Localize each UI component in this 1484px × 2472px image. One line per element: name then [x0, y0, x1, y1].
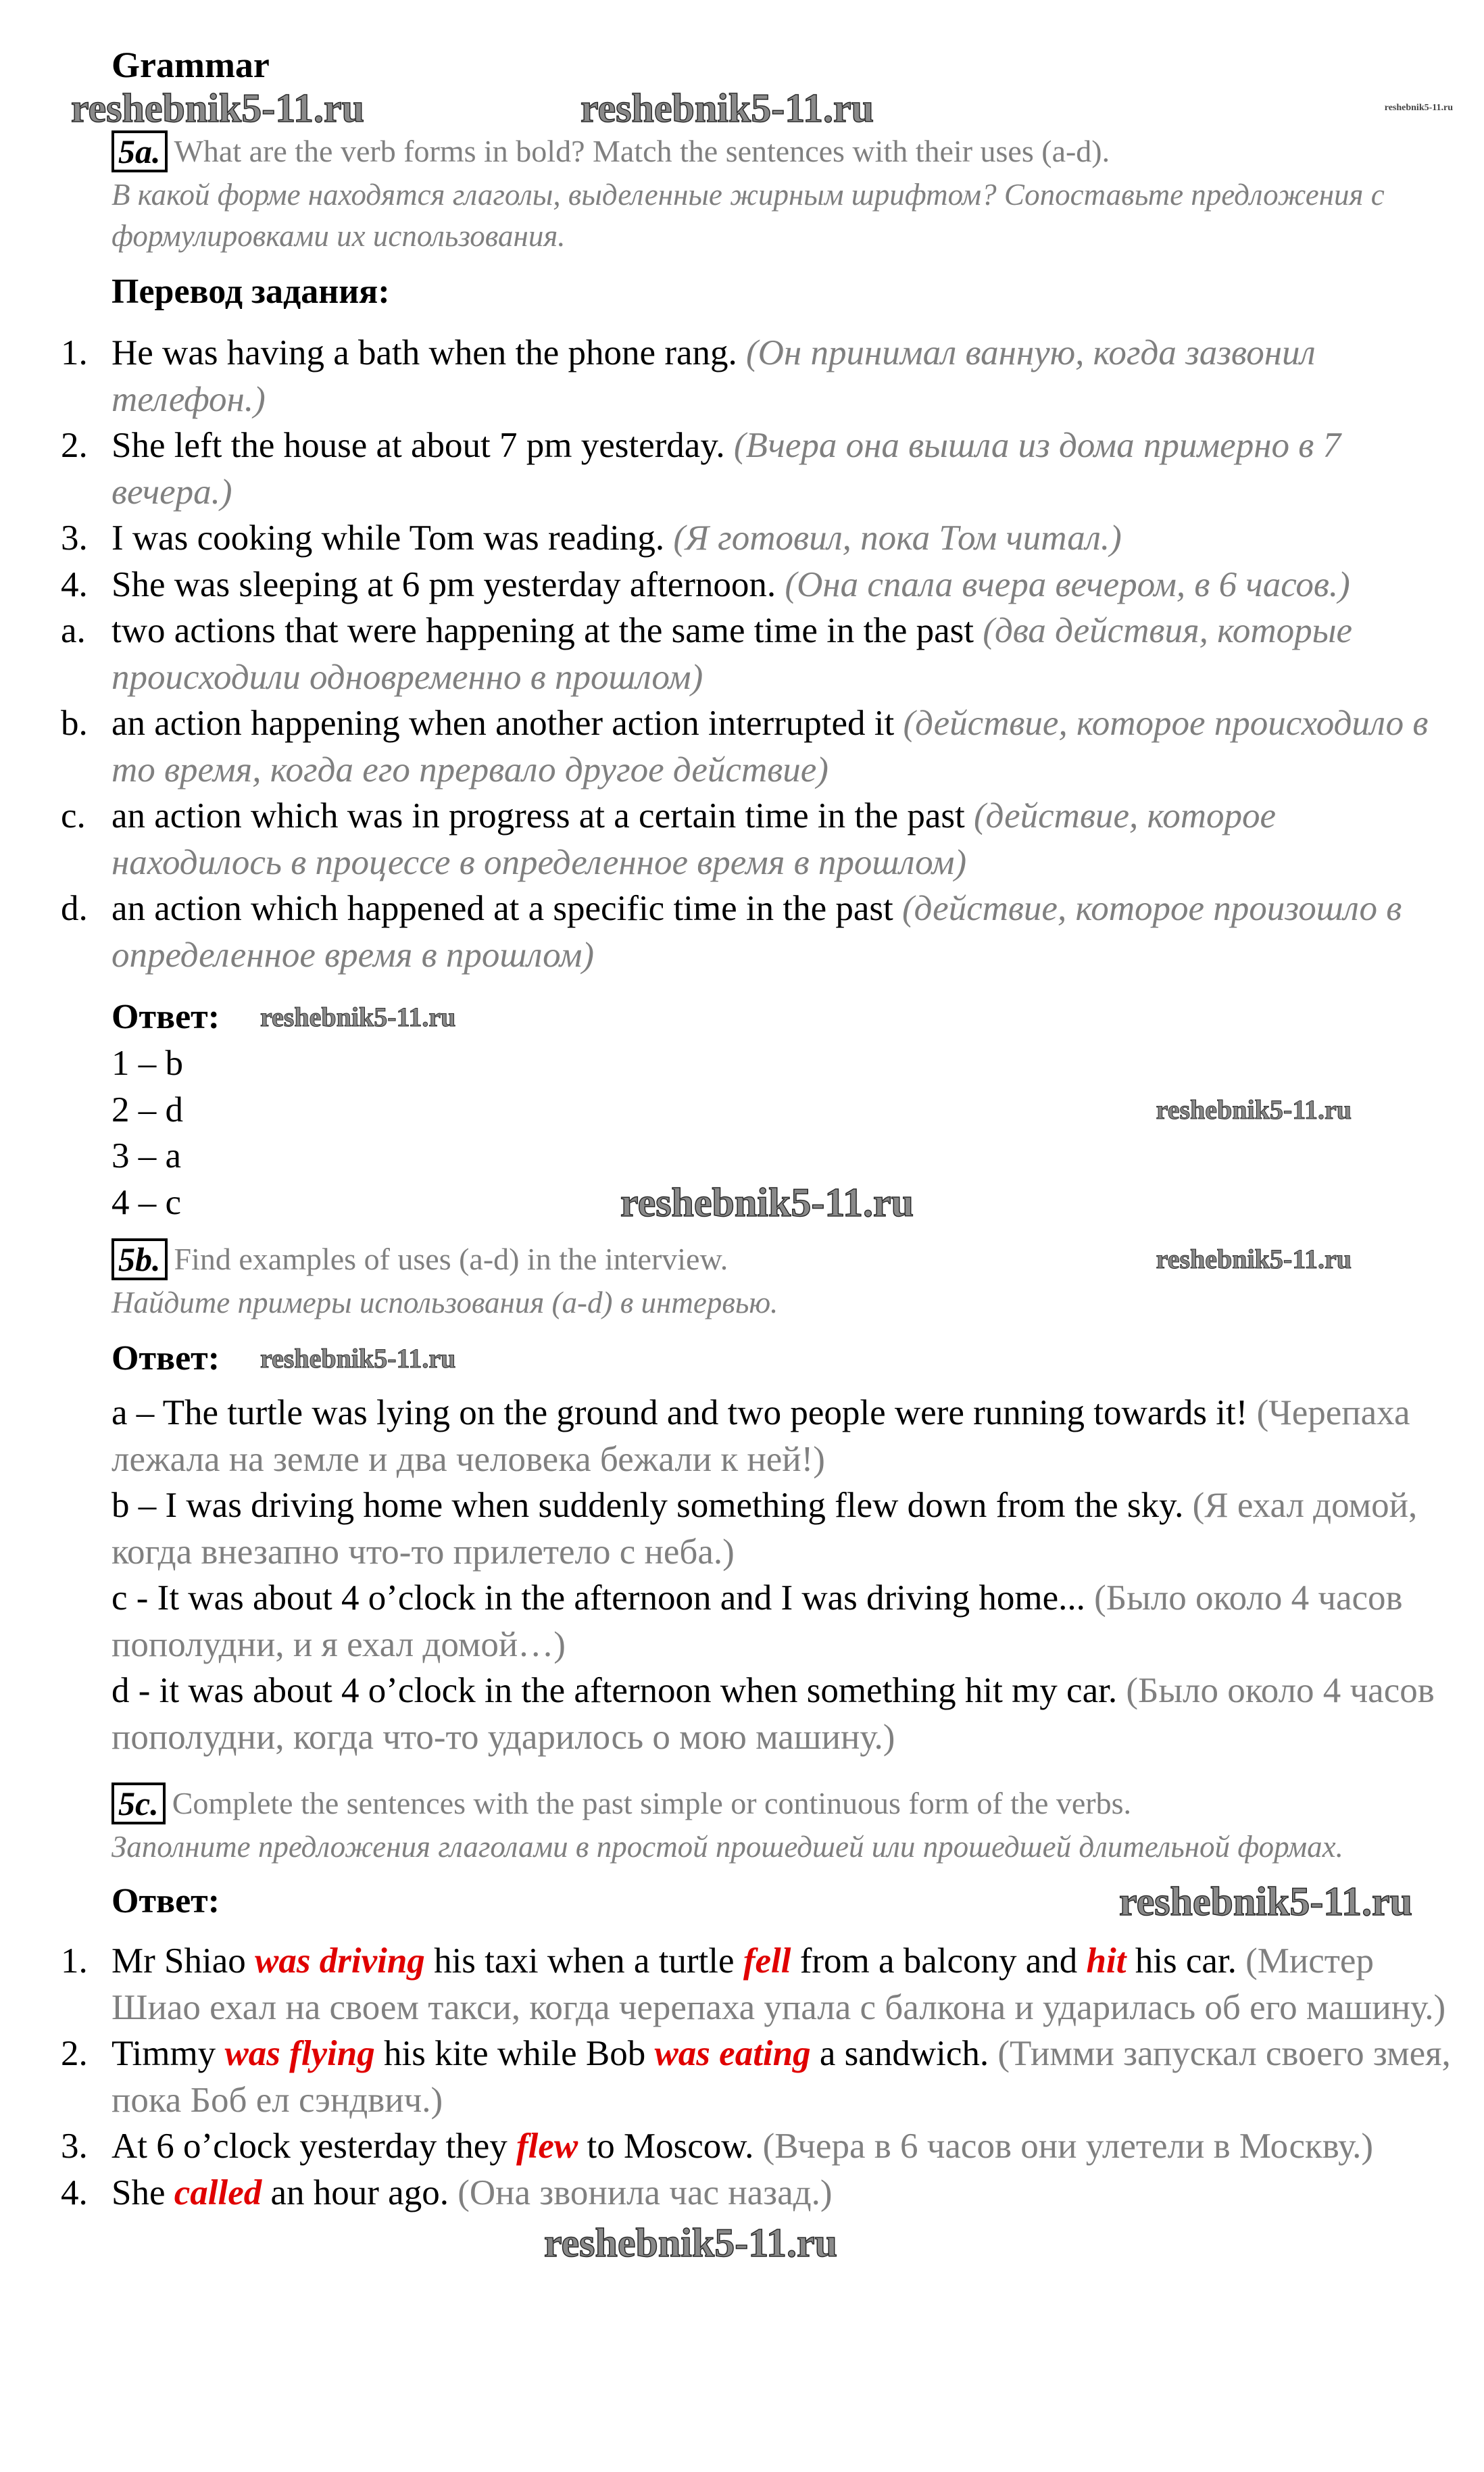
answer-row [112, 1040, 1453, 1087]
sentence-text: an hour ago. [262, 2173, 449, 2212]
answer-text: d - it was about 4 o’clock in the afternoon when something hit my car. [112, 1671, 1118, 1710]
item-marker: 2. [61, 426, 88, 465]
answer-heading: Ответ: [112, 1339, 220, 1378]
item-marker: 1. [61, 333, 88, 372]
list-item [61, 562, 1453, 608]
item-translation: (Вчера она вышла из дома примерно в 7 вечера.) [112, 426, 1341, 512]
watermark: reshebnik5-11.ru [1384, 103, 1453, 113]
sentence-text: to Moscow. [578, 2127, 754, 2166]
watermark: reshebnik5-11.ru [71, 86, 364, 130]
instruction-text: Find examples of uses (a-d) in the interview. [174, 1242, 728, 1276]
answer-translation: (Было около 4 часов пополудни, когда что-то ударилось о мою машину.) [112, 1671, 1435, 1757]
watermark: reshebnik5-11.ru [260, 1343, 456, 1374]
verb-answer: flew [516, 2127, 578, 2166]
answer-translation: (Я ехал домой, когда внезапно что-то прилетело с неба.) [112, 1486, 1418, 1572]
answer-item [61, 1938, 1453, 2031]
item-translation: (действие, которое произошло в определенное время в прошлом) [112, 889, 1402, 975]
answer-item [61, 2170, 1453, 2216]
item-marker: b. [61, 704, 88, 743]
answer-translation: (Было около 4 часов пополудни, и я ехал домой…) [112, 1578, 1403, 1664]
answer-item [61, 2031, 1453, 2123]
list-item [61, 608, 1453, 700]
exercise-5c-instruction [112, 1780, 1453, 1826]
answer-heading: Ответ: [112, 1882, 220, 1920]
item-translation: (Она спала вчера вечером, в 6 часов.) [785, 564, 1350, 604]
item-text: an action happening when another action interrupted it [112, 704, 895, 743]
item-text: She was sleeping at 6 pm yesterday afternoon. [112, 564, 776, 604]
answer-row [112, 1180, 1453, 1226]
exercise-5b-instruction-ru: Найдите примеры использования (a-d) в интервью. [112, 1286, 778, 1319]
item-translation: (Я готовил, пока Том читал.) [673, 518, 1122, 558]
answer-row [112, 1133, 1453, 1180]
verb-answer: was eating [654, 2034, 811, 2073]
watermark: reshebnik5-11.ru [620, 1180, 914, 1225]
answer-text: a – The turtle was lying on the ground and two people were running towards it! [112, 1393, 1248, 1432]
answer-translation: (Черепаха лежала на земле и два человека бежали к ней!) [112, 1393, 1410, 1479]
verb-answer: was flying [224, 2034, 375, 2073]
answer-text: c - It was about 4 o’clock in the afternoon and I was driving home... [112, 1578, 1085, 1618]
watermark: reshebnik5-11.ru [1156, 1244, 1352, 1274]
watermark: reshebnik5-11.ru [260, 1002, 456, 1032]
item-text: She left the house at about 7 pm yesterday. [112, 426, 725, 465]
item-text: He was having a bath when the phone rang. [112, 333, 737, 372]
verb-answer: fell [743, 1941, 791, 1981]
item-translation: (действие, которое происходило в то время, когда его прервало другое действие) [112, 704, 1429, 790]
list-item [61, 330, 1453, 422]
translation-heading: Перевод задания: [112, 272, 390, 311]
answer-translation: (Тимми запускал своего змея, пока Боб ел сэндвич.) [112, 2034, 1451, 2120]
item-text: I was cooking while Tom was reading. [112, 518, 665, 558]
verb-answer: was driving [255, 1941, 425, 1981]
item-marker: 2. [61, 2034, 88, 2073]
exercise-5a-instruction [112, 128, 1453, 174]
sentence-text: his car. [1126, 1941, 1237, 1981]
sentence-text: his taxi when a turtle [424, 1941, 743, 1981]
item-marker: c. [61, 796, 86, 835]
answer-list [112, 1040, 1453, 1226]
list-item [61, 793, 1453, 886]
answer-heading-row [112, 1336, 1453, 1382]
item-translation: (действие, которое находилось в процессе в определенное время в прошлом) [112, 796, 1277, 882]
sentence-text: his kite while Bob [374, 2034, 655, 2073]
answer-item: 4 – c [112, 1182, 182, 1222]
watermark: reshebnik5-11.ru [580, 86, 874, 130]
answer-heading-row [112, 994, 1453, 1040]
verb-answer: called [174, 2173, 262, 2212]
answer-item [112, 1482, 1453, 1575]
item-translation: (Он принимал ванную, когда зазвонил телефон.) [112, 333, 1316, 419]
sentence-text: At 6 o’clock yesterday they [112, 2127, 516, 2166]
answer-row [112, 1087, 1453, 1134]
item-translation: (два действия, которые происходили одновременно в прошлом) [112, 611, 1353, 697]
answer-item [112, 1390, 1453, 1482]
item-text: an action which was in progress at a certain time in the past [112, 796, 965, 835]
item-marker: 4. [61, 2173, 88, 2212]
item-marker: 3. [61, 518, 88, 558]
exercise-label: 5a. [112, 130, 168, 172]
sentence-text: Timmy [112, 2034, 225, 2073]
answer-item: 1 – b [112, 1044, 183, 1083]
item-text: two actions that were happening at the same time in the past [112, 611, 974, 650]
item-marker: 1. [61, 1941, 88, 1981]
watermark-row [71, 86, 1453, 130]
item-marker: d. [61, 889, 88, 928]
answer-list [61, 1938, 1453, 2216]
answer-item [112, 1575, 1453, 1668]
answer-item: 3 – a [112, 1136, 182, 1176]
list-item [61, 700, 1453, 793]
exercise-label: 5c. [112, 1783, 166, 1824]
exercise-5b-instruction [112, 1236, 1453, 1282]
answer-list [112, 1390, 1453, 1760]
section-title: Grammar [112, 45, 270, 85]
instruction-text: What are the verb forms in bold? Match the sentences with their uses (a-d). [174, 134, 1110, 168]
exercise-label: 5b. [112, 1238, 168, 1280]
answer-item [61, 2123, 1453, 2170]
answer-heading-row [112, 1879, 1453, 1924]
answer-item [112, 1668, 1453, 1760]
item-list [61, 330, 1453, 978]
exercise-5a-instruction-ru: В какой форме находятся глаголы, выделенные жирным шрифтом? Сопоставьте предложения с формулировками их использования. [112, 178, 1385, 253]
list-item [61, 422, 1453, 515]
sentence-text: Mr Shiao [112, 1941, 255, 1981]
sentence-text: a sandwich. [810, 2034, 989, 2073]
answer-translation: (Мистер Шиао ехал на своем такси, когда черепаха упала с балкона и ударилась об его машину.) [112, 1941, 1446, 2027]
watermark: reshebnik5-11.ru [1119, 1879, 1412, 1924]
list-item [61, 886, 1453, 978]
item-marker: a. [61, 611, 86, 650]
item-marker: 4. [61, 564, 88, 604]
sentence-text: She [112, 2173, 174, 2212]
instruction-text: Complete the sentences with the past simple or continuous form of the verbs. [172, 1786, 1132, 1820]
verb-answer: hit [1086, 1941, 1127, 1981]
answer-translation: (Вчера в 6 часов они улетели в Москву.) [762, 2127, 1374, 2166]
sentence-text: from a balcony and [791, 1941, 1087, 1981]
exercise-5c-instruction-ru: Заполните предложения глаголами в простой прошедшей или прошедшей длительной формах. [112, 1830, 1343, 1864]
answer-translation: (Она звонила час назад.) [457, 2173, 833, 2212]
answer-item: 2 – d [112, 1090, 183, 1130]
answer-text: b – I was driving home when suddenly something flew down from the sky. [112, 1486, 1184, 1525]
item-marker: 3. [61, 2127, 88, 2166]
watermark: reshebnik5-11.ru [1156, 1094, 1352, 1125]
list-item [61, 515, 1453, 562]
item-text: an action which happened at a specific time in the past [112, 889, 893, 928]
answer-heading: Ответ: [112, 998, 220, 1036]
watermark: reshebnik5-11.ru [544, 2221, 837, 2265]
watermark-row [112, 2223, 1453, 2263]
